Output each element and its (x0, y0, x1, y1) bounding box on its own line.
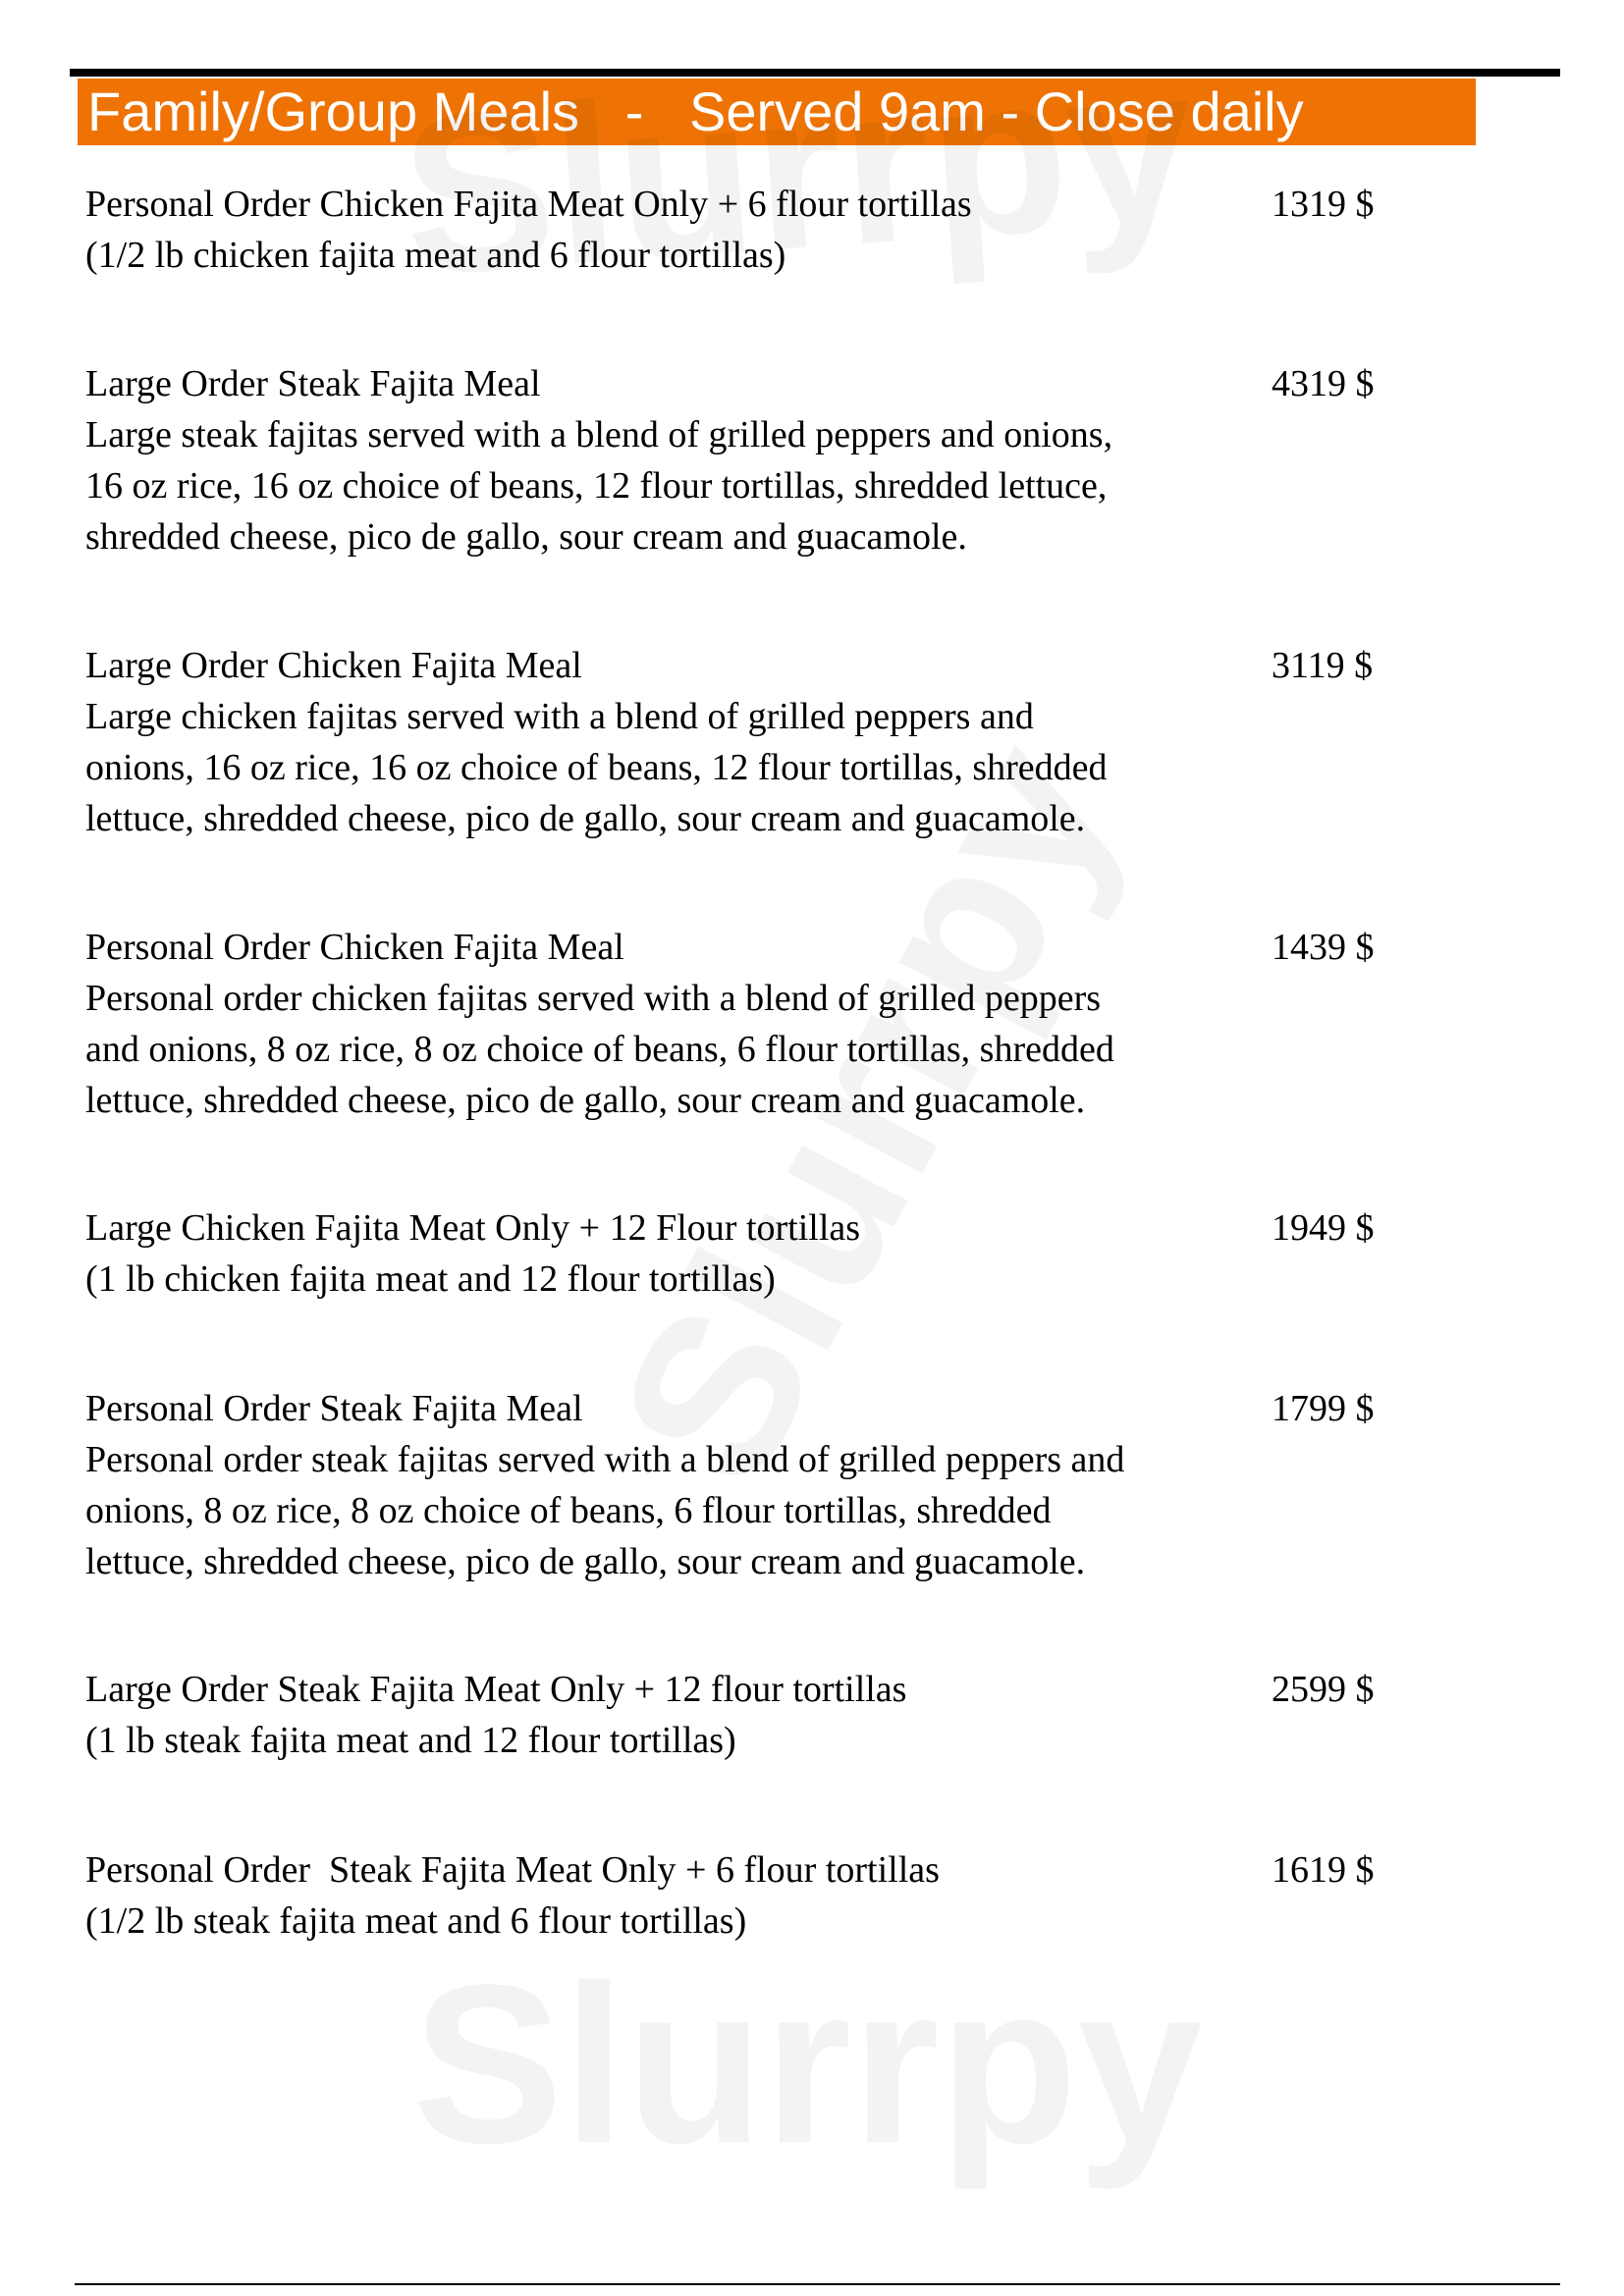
menu-item-price: 4319 $ (1272, 363, 1375, 404)
menu-item-name: Personal Order Steak Fajita Meat Only + 6 flour tortillas (85, 1849, 940, 1891)
menu-item-price: 3119 $ (1272, 645, 1374, 686)
menu-item (85, 1844, 1401, 1947)
menu-item (85, 1383, 1401, 1587)
menu-item-price: 1799 $ (1272, 1388, 1375, 1429)
menu-item-description: onions, 16 oz rice, 16 oz choice of beans, 12 flour tortillas, shredded (85, 747, 1108, 788)
menu-item (85, 179, 1401, 281)
menu-item (85, 640, 1401, 844)
menu-item-name: Personal Order Chicken Fajita Meat Only + 6 flour tortillas (85, 184, 972, 225)
menu-item-description: 16 oz rice, 16 oz choice of beans, 12 flour tortillas, shredded lettuce, (85, 465, 1108, 507)
menu-item-description: onions, 8 oz rice, 8 oz choice of beans, 6 flour tortillas, shredded (85, 1490, 1052, 1531)
menu-item-name: Large Order Chicken Fajita Meal (85, 645, 582, 686)
menu-item-description: lettuce, shredded cheese, pico de gallo, sour cream and guacamole. (85, 798, 1086, 839)
menu-item-price: 1439 $ (1272, 927, 1375, 968)
menu-item-description: Large steak fajitas served with a blend of grilled peppers and onions, (85, 414, 1113, 455)
menu-item-description: and onions, 8 oz rice, 8 oz choice of beans, 6 flour tortillas, shredded (85, 1029, 1114, 1070)
section-header (78, 79, 1476, 145)
menu-item-price: 1319 $ (1272, 184, 1375, 225)
menu-item-description: (1/2 lb chicken fajita meat and 6 flour tortillas) (85, 235, 786, 276)
menu-item-description: (1/2 lb steak fajita meat and 6 flour tortillas) (85, 1900, 747, 1942)
menu-item-price: 2599 $ (1272, 1669, 1375, 1710)
menu-item-description: Personal order steak fajitas served with a blend of grilled peppers and (85, 1439, 1125, 1480)
menu-item (85, 922, 1401, 1126)
menu-item-description: (1 lb steak fajita meat and 12 flour tortillas) (85, 1720, 736, 1761)
menu-item-name: Large Order Steak Fajita Meat Only + 12 flour tortillas (85, 1669, 907, 1710)
menu-item (85, 358, 1401, 562)
menu-item-price: 1619 $ (1272, 1849, 1375, 1891)
menu-item (85, 1664, 1401, 1766)
menu-item (85, 1202, 1401, 1305)
bottom-rule (75, 2283, 1560, 2285)
menu-item-name: Personal Order Chicken Fajita Meal (85, 927, 624, 968)
menu-item-description: Large chicken fajitas served with a blend of grilled peppers and (85, 696, 1034, 737)
menu-item-description: lettuce, shredded cheese, pico de gallo, sour cream and guacamole. (85, 1541, 1086, 1582)
menu-item-name: Large Chicken Fajita Meat Only + 12 Flour tortillas (85, 1207, 861, 1249)
watermark-logo (412, 1934, 1203, 2194)
section-title: Family/Group Meals - Served 9am - Close daily (87, 80, 1304, 142)
menu-item-description: lettuce, shredded cheese, pico de gallo, sour cream and guacamole. (85, 1080, 1086, 1121)
top-rule (70, 69, 1560, 77)
menu-item-description: Personal order chicken fajitas served with a blend of grilled peppers (85, 978, 1102, 1019)
menu-item-description: (1 lb chicken fajita meat and 12 flour tortillas) (85, 1258, 776, 1300)
menu-item-description: shredded cheese, pico de gallo, sour cream and guacamole. (85, 516, 967, 558)
menu-item-name: Large Order Steak Fajita Meal (85, 363, 541, 404)
menu-item-price: 1949 $ (1272, 1207, 1375, 1249)
menu-item-name: Personal Order Steak Fajita Meal (85, 1388, 583, 1429)
